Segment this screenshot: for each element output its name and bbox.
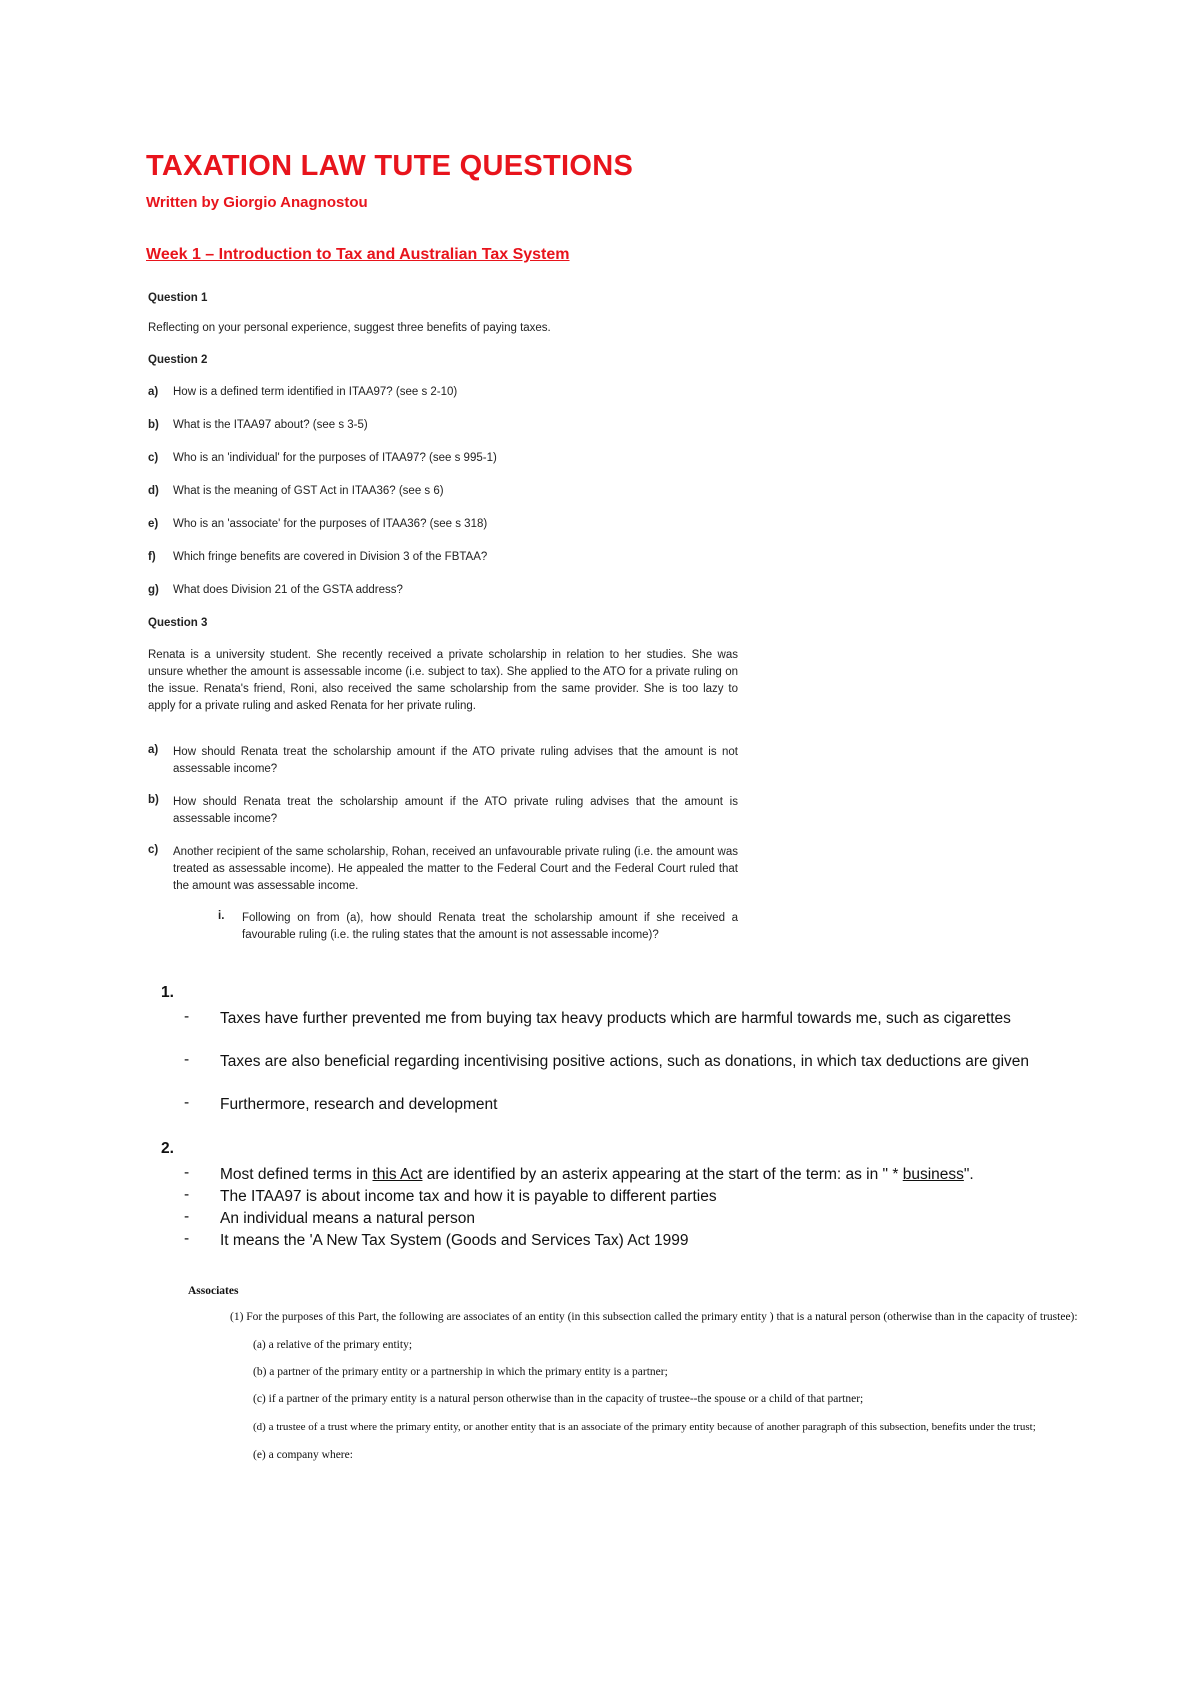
legislation-heading: Associates	[188, 1285, 239, 1297]
answer-text-pre: Most defined terms in	[220, 1166, 373, 1183]
author-line: Written by Giorgio Anagnostou	[146, 194, 368, 211]
item-label: a)	[148, 744, 159, 756]
item-label: g)	[148, 584, 159, 596]
item-label: i.	[218, 910, 225, 922]
item-text: Who is an 'individual' for the purposes of ITAA97? (see s 995-1)	[173, 452, 497, 464]
question-2-heading: Question 2	[148, 354, 208, 366]
business-link[interactable]: business	[902, 1166, 964, 1183]
item-label: c)	[148, 844, 159, 856]
bullet-dash: -	[184, 1186, 190, 1203]
answer-text: The ITAA97 is about income tax and how it is payable to different parties	[220, 1188, 717, 1205]
item-text: What is the ITAA97 about? (see s 3-5)	[173, 419, 368, 431]
item-text: How should Renata treat the scholarship amount if the ATO private ruling advises that the amount is not assessable income?	[173, 746, 738, 775]
item-text: What does Division 21 of the GSTA address?	[173, 584, 403, 596]
answer-text-post: ".	[963, 1166, 974, 1183]
item-text: Another recipient of the same scholarship, Rohan, received an unfavourable private ruling (i.e. the amount was treated as assessable income). He appealed the matter to the Federal Court and the Federal Court ruled that the amount was assessable income.	[173, 846, 738, 892]
document-title: TAXATION LAW TUTE QUESTIONS	[146, 150, 634, 182]
item-label: b)	[148, 419, 159, 431]
answer-1-number: 1.	[161, 984, 174, 1001]
answer-text	[220, 1164, 1060, 1185]
item-text: Which fringe benefits are covered in Division 3 of the FBTAA?	[173, 551, 488, 563]
week-heading: Week 1 – Introduction to Tax and Australian Tax System	[146, 246, 570, 263]
item-label: b)	[148, 794, 159, 806]
item-text: How is a defined term identified in ITAA97? (see s 2-10)	[173, 386, 458, 398]
bullet-dash: -	[184, 1230, 190, 1247]
bullet-dash: -	[184, 1008, 190, 1025]
legislation-line: (a) a relative of the primary entity;	[253, 1339, 413, 1351]
item-label: e)	[148, 518, 159, 530]
question-1-heading: Question 1	[148, 292, 208, 304]
bullet-dash: -	[184, 1208, 190, 1225]
bullet-dash: -	[184, 1094, 190, 1111]
item-label: a)	[148, 386, 159, 398]
answer-text-mid: are identified by an asterix appearing at the start of the term: as in " *	[422, 1166, 903, 1183]
this-act-link[interactable]: this Act	[372, 1166, 423, 1183]
question-3-paragraph: Renata is a university student. She recently received a private scholarship in relation to her studies. She was unsure whether the amount is assessable income (i.e. subject to tax). She applied to the ATO for a private ruling on the issue. Renata's friend, Roni, also received the same scholarship from the same provider. She is too lazy to apply for a private ruling and asked Renata for her private ruling.	[148, 649, 738, 712]
item-label: d)	[148, 485, 159, 497]
item-label: f)	[148, 551, 156, 563]
answer-text: It means the 'A New Tax System (Goods and Services Tax) Act 1999	[220, 1232, 689, 1249]
bullet-dash: -	[184, 1051, 190, 1068]
legislation-line: (c) if a partner of the primary entity is a natural person otherwise than in the capacity of trustee--the spouse or a child of that partner;	[253, 1393, 864, 1405]
item-text: How should Renata treat the scholarship amount if the ATO private ruling advises that the amount is assessable income?	[173, 796, 738, 825]
item-label: c)	[148, 452, 159, 464]
question-3-heading: Question 3	[148, 617, 208, 629]
question-1-text: Reflecting on your personal experience, suggest three benefits of paying taxes.	[148, 322, 551, 334]
answer-2-number: 2.	[161, 1140, 174, 1157]
item-text: Following on from (a), how should Renata treat the scholarship amount if she received a favourable ruling (i.e. the ruling states that the amount is not assessable income)?	[242, 912, 738, 941]
legislation-line: (d) a trustee of a trust where the primary entity, or another entity that is an associate of the primary entity because of another paragraph of this subsection, benefits under the trust;	[253, 1421, 1036, 1433]
answer-text: Taxes are also beneficial regarding incentivising positive actions, such as donations, in which tax deductions are given	[220, 1053, 1030, 1070]
legislation-line: (1) For the purposes of this Part, the following are associates of an entity (in this subsection called the primary entity ) that is a natural person (otherwise than in the capacity of trustee):	[230, 1311, 1078, 1323]
answer-text: An individual means a natural person	[220, 1210, 476, 1227]
item-text: Who is an 'associate' for the purposes of ITAA36? (see s 318)	[173, 518, 488, 530]
legislation-line: (b) a partner of the primary entity or a partnership in which the primary entity is a partner;	[253, 1366, 668, 1378]
answer-text: Taxes have further prevented me from buying tax heavy products which are harmful towards me, such as cigarettes	[220, 1010, 1011, 1027]
legislation-line: (e) a company where:	[253, 1449, 353, 1461]
bullet-dash: -	[184, 1164, 190, 1181]
item-text: What is the meaning of GST Act in ITAA36? (see s 6)	[173, 485, 444, 497]
answer-text: Furthermore, research and development	[220, 1096, 498, 1113]
